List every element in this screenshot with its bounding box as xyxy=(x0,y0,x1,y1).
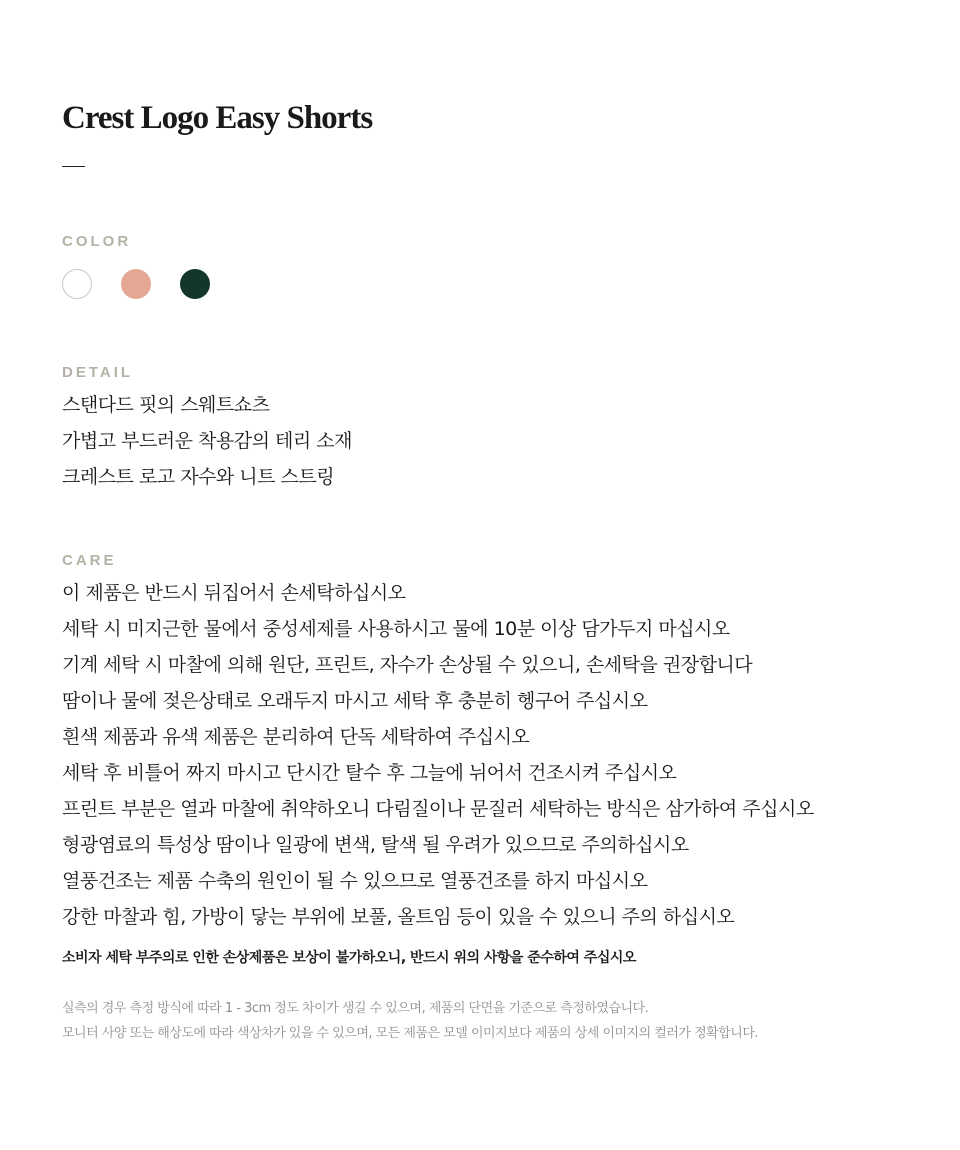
care-line: 프린트 부분은 열과 마찰에 취약하오니 다림질이나 문질러 세탁하는 방식은 삼가하여 주십시오 xyxy=(62,798,814,820)
product-title: Crest Logo Easy Shorts xyxy=(62,100,373,136)
care-line: 흰색 제품과 유색 제품은 분리하여 단독 세탁하여 주십시오 xyxy=(62,726,530,748)
detail-line: 가볍고 부드러운 착용감의 테리 소재 xyxy=(62,430,352,452)
color-swatch-dark-green[interactable] xyxy=(180,269,210,299)
footnote-measurement: 실측의 경우 측정 방식에 따라 1 - 3cm 정도 차이가 생길 수 있으며, 제품의 단면을 기준으로 측정하였습니다. xyxy=(62,1001,649,1016)
color-section-label: COLOR xyxy=(62,233,132,250)
detail-section-label: DETAIL xyxy=(62,364,134,381)
color-swatch-white[interactable] xyxy=(62,269,92,299)
care-line: 형광염료의 특성상 땀이나 일광에 변색, 탈색 될 우려가 있으므로 주의하십시오 xyxy=(62,834,689,856)
color-swatch-pink[interactable] xyxy=(121,269,151,299)
care-list xyxy=(62,575,814,935)
footnote-color: 모니터 사양 또는 해상도에 따라 색상차가 있을 수 있으며, 모든 제품은 모델 이미지보다 제품의 상세 이미지의 컬러가 정확합니다. xyxy=(62,1026,759,1041)
footnotes xyxy=(62,996,758,1046)
care-line: 세탁 후 비틀어 짜지 마시고 단시간 탈수 후 그늘에 뉘어서 건조시켜 주십시오 xyxy=(62,762,677,784)
detail-line: 스탠다드 핏의 스웨트쇼츠 xyxy=(62,394,270,416)
care-line: 이 제품은 반드시 뒤집어서 손세탁하십시오 xyxy=(62,582,406,604)
care-line: 기계 세탁 시 마찰에 의해 원단, 프린트, 자수가 손상될 수 있으니, 손세탁을 권장합니다 xyxy=(62,654,753,676)
care-notice: 소비자 세탁 부주의로 인한 손상제품은 보상이 불가하오니, 반드시 위의 사항을 준수하여 주십시오 xyxy=(62,950,636,966)
title-divider xyxy=(62,166,85,167)
care-line: 땀이나 물에 젖은상태로 오래두지 마시고 세탁 후 충분히 헹구어 주십시오 xyxy=(62,690,648,712)
care-line: 열풍건조는 제품 수축의 원인이 될 수 있으므로 열풍건조를 하지 마십시오 xyxy=(62,870,648,892)
care-line: 강한 마찰과 힘, 가방이 닿는 부위에 보풀, 올트임 등이 있을 수 있으니 주의 하십시오 xyxy=(62,906,735,928)
detail-line: 크레스트 로고 자수와 니트 스트링 xyxy=(62,466,335,488)
care-line: 세탁 시 미지근한 물에서 중성세제를 사용하시고 물에 10분 이상 담가두지 마십시오 xyxy=(62,618,730,640)
color-swatches xyxy=(62,269,239,299)
detail-list xyxy=(62,387,352,495)
care-section-label: CARE xyxy=(62,552,117,569)
